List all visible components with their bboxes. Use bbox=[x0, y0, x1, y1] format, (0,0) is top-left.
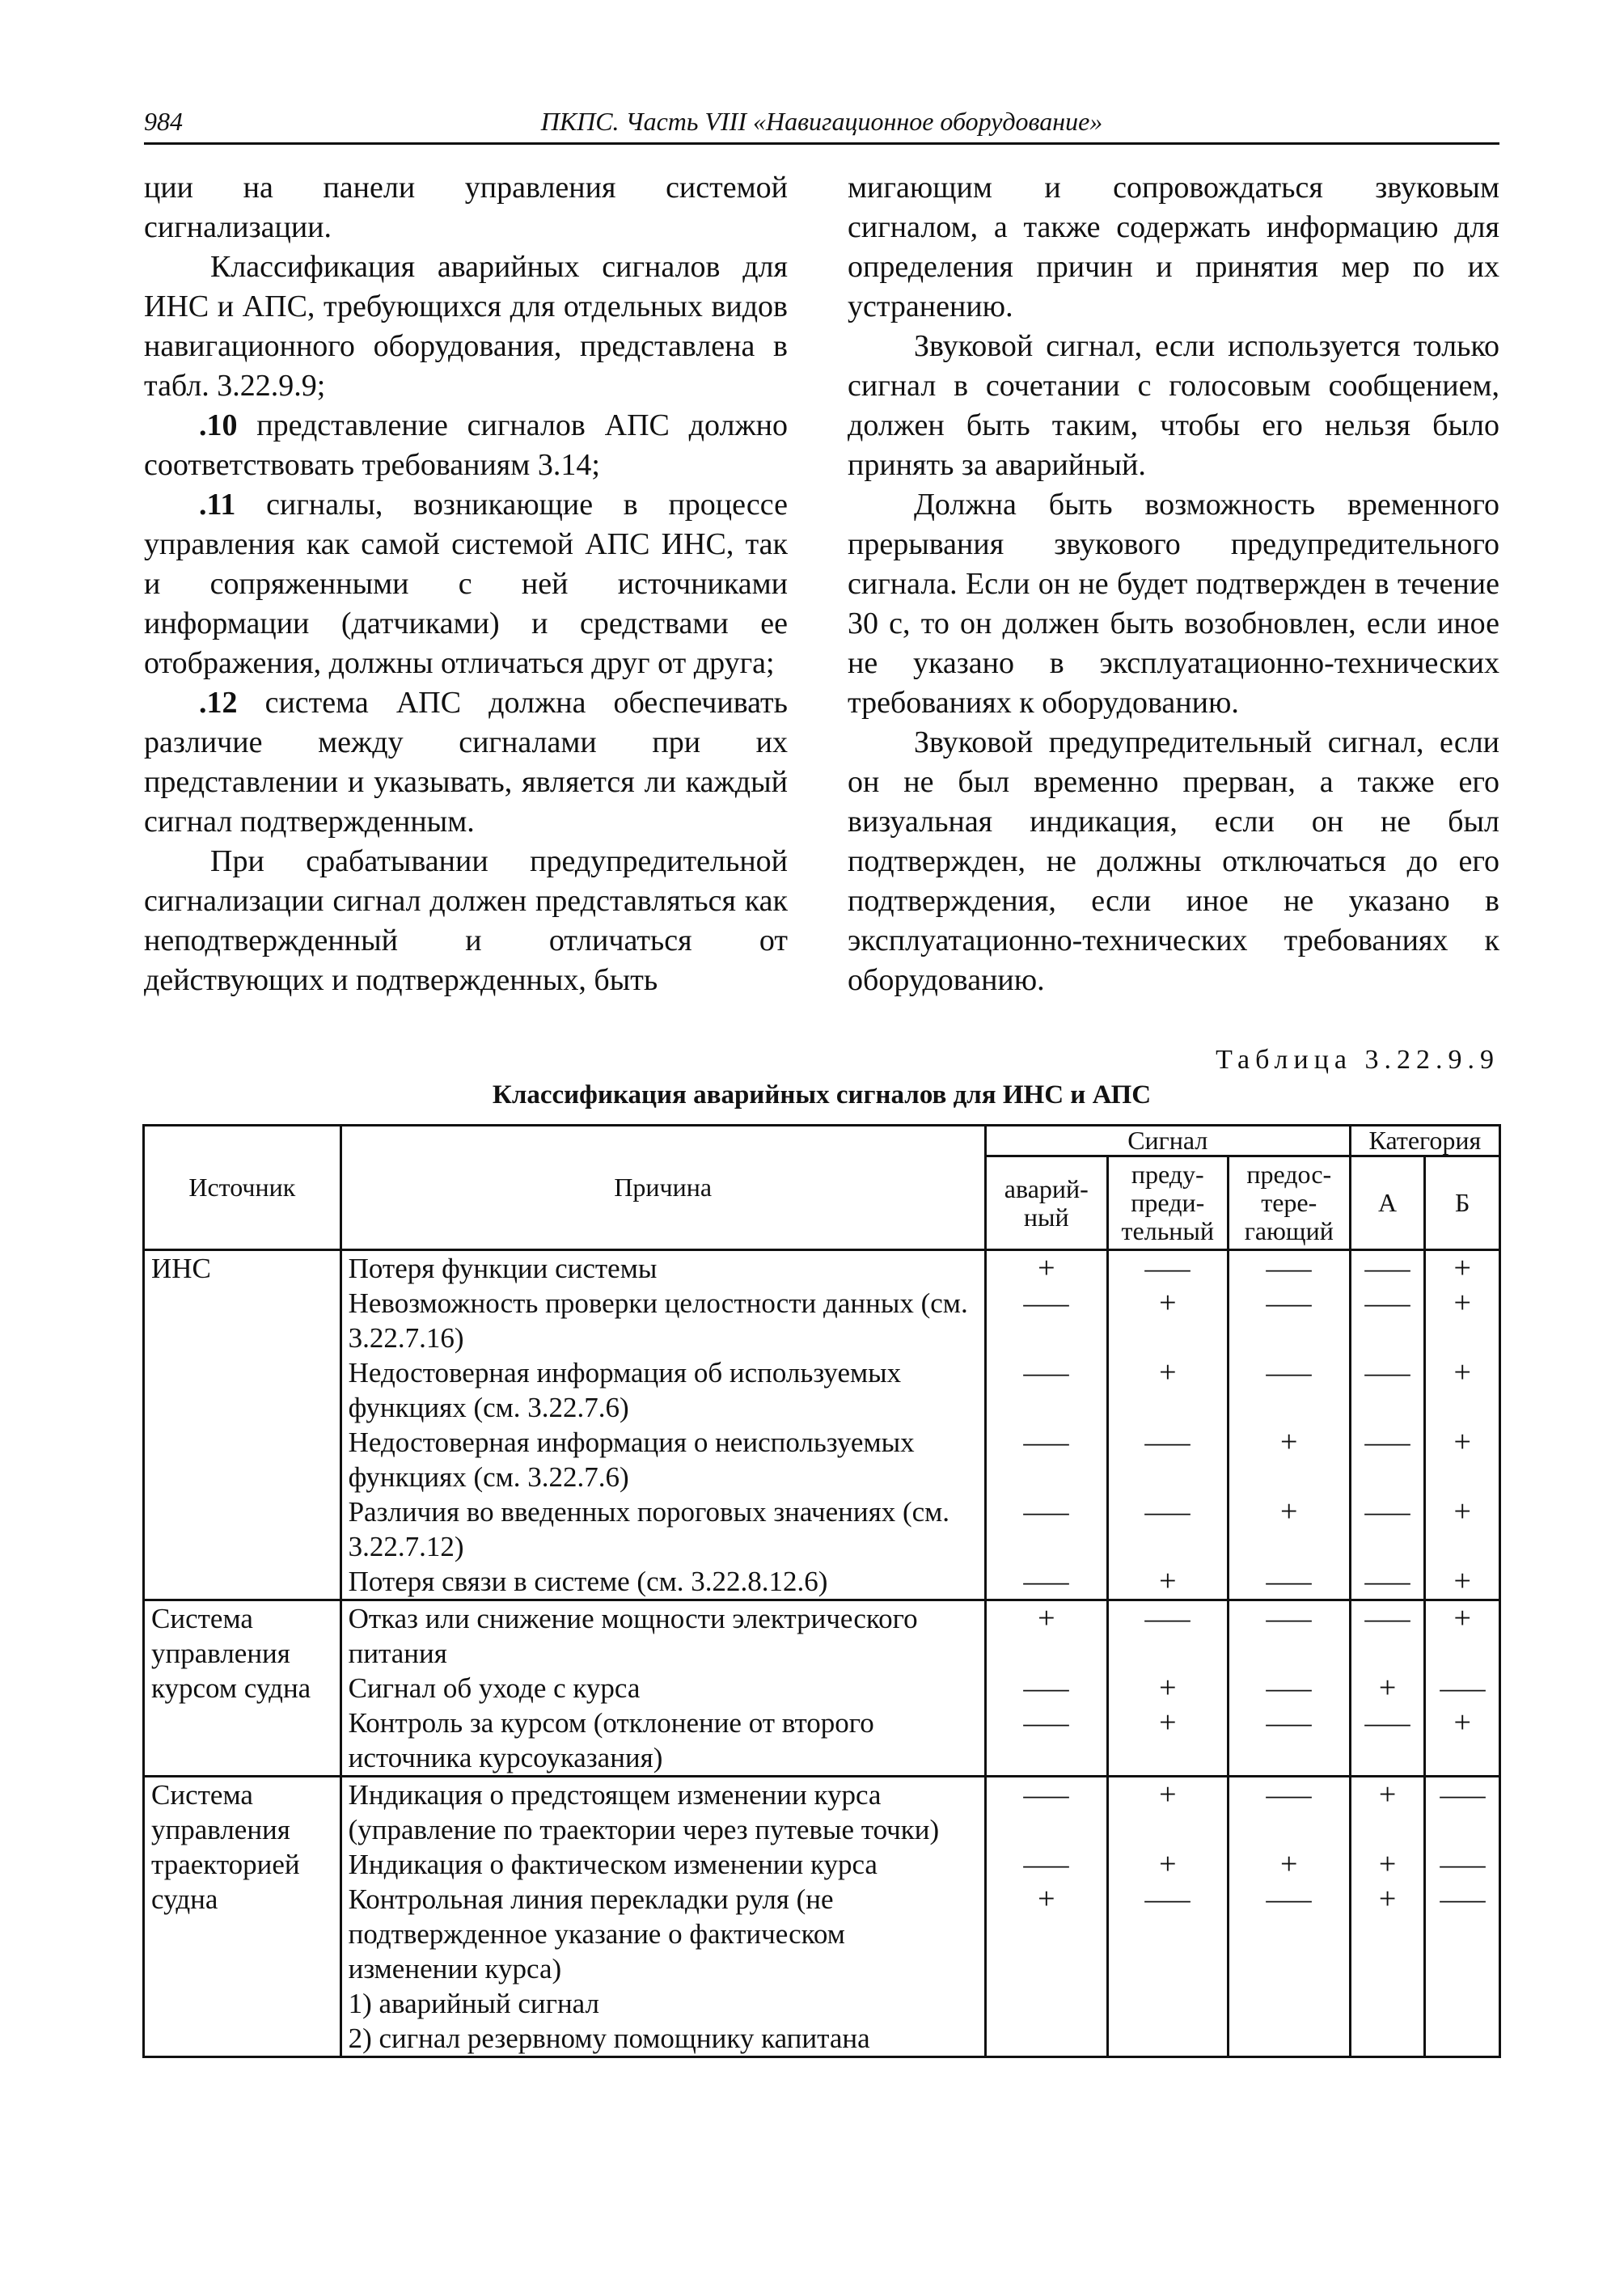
dash-mark: — bbox=[1023, 1707, 1069, 1739]
cell-warning bbox=[1107, 1847, 1228, 1882]
plus-mark: + bbox=[1378, 1671, 1397, 1705]
plus-mark: + bbox=[1280, 1494, 1298, 1528]
cell-caution bbox=[1228, 1600, 1350, 1672]
cell-b bbox=[1425, 1564, 1500, 1600]
dash-mark: — bbox=[1266, 1253, 1312, 1284]
cell-b bbox=[1425, 1882, 1500, 1986]
cell-b bbox=[1425, 1286, 1500, 1355]
cell-caution bbox=[1228, 1671, 1350, 1706]
cell-warning bbox=[1107, 1986, 1228, 2021]
cell-alarm bbox=[985, 1882, 1107, 1986]
dash-mark: — bbox=[1364, 1253, 1410, 1284]
cell-alarm bbox=[985, 1600, 1107, 1672]
plus-mark: + bbox=[1453, 1601, 1471, 1635]
paragraph: Звуковой предупредительный сигнал, если он не был временно прерван, а также его визуальная индикация, если он не был подтвержден, не должны отключаться до его подтверждения, если иное не указано в эксплуатационно-технических требованиях к оборудованию. bbox=[848, 725, 1499, 997]
table-row bbox=[144, 1494, 1500, 1564]
header-alarm: аварий- ный bbox=[985, 1156, 1107, 1250]
cell-caution bbox=[1228, 2021, 1350, 2057]
plus-mark: + bbox=[1453, 1494, 1471, 1528]
plus-mark: + bbox=[1280, 1425, 1298, 1459]
plus-mark: + bbox=[1453, 1251, 1471, 1285]
table-row bbox=[144, 1286, 1500, 1355]
table-row bbox=[144, 1425, 1500, 1494]
paragraph: ции на панели управления системой сигнализации. bbox=[144, 171, 788, 244]
cell-b bbox=[1425, 1706, 1500, 1777]
plus-mark: + bbox=[1159, 1847, 1177, 1881]
dash-mark: — bbox=[1364, 1707, 1410, 1739]
plus-mark: + bbox=[1159, 1564, 1177, 1598]
header-caution: предос- тере- гающий bbox=[1228, 1156, 1350, 1250]
cell-caution bbox=[1228, 1425, 1350, 1494]
right-column bbox=[848, 168, 1499, 1000]
clause-10 bbox=[144, 406, 788, 485]
dash-mark: — bbox=[1364, 1357, 1410, 1389]
clause-text: сигналы, возникающие в процессе управления как самой системой АПС ИНС, так и сопряженными с ней источниками информации (датчиками) и средствами ее отображения, должны отличаться друг от друга; bbox=[144, 488, 788, 680]
cell-b bbox=[1425, 1986, 1500, 2021]
cell-caution bbox=[1228, 1250, 1350, 1287]
cell-b bbox=[1425, 1425, 1500, 1494]
plus-mark: + bbox=[1453, 1706, 1471, 1739]
table-body bbox=[144, 1250, 1500, 2057]
cell-a bbox=[1350, 2021, 1425, 2057]
clause-number: .11 bbox=[199, 488, 236, 522]
cell-b bbox=[1425, 1671, 1500, 1706]
dash-mark: — bbox=[1023, 1672, 1069, 1704]
cell-alarm bbox=[985, 1250, 1107, 1287]
cell-warning bbox=[1107, 1600, 1228, 1672]
cell-warning bbox=[1107, 2021, 1228, 2057]
cell-reason: Различия во введенных пороговых значениях (см. 3.22.7.12) bbox=[340, 1494, 985, 1564]
cell-reason: Контрольная линия перекладки руля (не подтвержденное указание о фактическом изменении курса) bbox=[340, 1882, 985, 1986]
cell-alarm bbox=[985, 1494, 1107, 1564]
paragraph: Звуковой сигнал, если используется только сигнал в сочетании с голосовым сообщением, должен быть таким, чтобы его нельзя было принять за аварийный. bbox=[848, 329, 1499, 482]
clause-text: представление сигналов АПС должно соответствовать требованиям 3.14; bbox=[144, 408, 788, 482]
dash-mark: — bbox=[1364, 1566, 1410, 1597]
paragraph: При срабатывании предупредительной сигнализации сигнал должен представляться как неподтвержденный и отличаться от действующих и подтвержденных, быть bbox=[144, 844, 788, 997]
cell-warning bbox=[1107, 1777, 1228, 1848]
cell-caution bbox=[1228, 1882, 1350, 1986]
cell-alarm bbox=[985, 1986, 1107, 2021]
table-row bbox=[144, 1600, 1500, 1672]
dash-mark: — bbox=[1144, 1427, 1191, 1458]
cell-warning bbox=[1107, 1564, 1228, 1600]
table-row bbox=[144, 1986, 1500, 2021]
plus-mark: + bbox=[1453, 1564, 1471, 1598]
cell-reason: Сигнал об уходе с курса bbox=[340, 1671, 985, 1706]
plus-mark: + bbox=[1159, 1286, 1177, 1320]
cell-warning bbox=[1107, 1250, 1228, 1287]
cell-reason: Недостоверная информация о неиспользуемых функциях (см. 3.22.7.6) bbox=[340, 1425, 985, 1494]
cell-warning bbox=[1107, 1706, 1228, 1777]
dash-mark: — bbox=[1364, 1427, 1410, 1458]
plus-mark: + bbox=[1453, 1286, 1471, 1320]
cell-warning bbox=[1107, 1355, 1228, 1425]
cell-a bbox=[1350, 1706, 1425, 1777]
cell-a bbox=[1350, 1564, 1425, 1600]
table-row bbox=[144, 1250, 1500, 1287]
cell-alarm bbox=[985, 1671, 1107, 1706]
table-row bbox=[144, 1564, 1500, 1600]
plus-mark: + bbox=[1378, 1777, 1397, 1811]
plus-mark: + bbox=[1159, 1777, 1177, 1811]
classification-table bbox=[142, 1124, 1501, 2058]
plus-mark: + bbox=[1453, 1355, 1471, 1389]
clause-number: .12 bbox=[199, 686, 238, 720]
cell-reason: 2) сигнал резервному помощнику капитана bbox=[340, 2021, 985, 2057]
header-cat-a: А bbox=[1350, 1156, 1425, 1250]
table-row bbox=[144, 1671, 1500, 1706]
table-row bbox=[144, 1847, 1500, 1882]
cell-warning bbox=[1107, 1882, 1228, 1986]
header-reason: Причина bbox=[340, 1126, 985, 1250]
cell-alarm bbox=[985, 1564, 1107, 1600]
plus-mark: + bbox=[1378, 1847, 1397, 1881]
cell-a bbox=[1350, 1425, 1425, 1494]
cell-alarm bbox=[985, 1847, 1107, 1882]
cell-a bbox=[1350, 1986, 1425, 2021]
cell-a bbox=[1350, 1355, 1425, 1425]
cell-a bbox=[1350, 1600, 1425, 1672]
cell-reason: Отказ или снижение мощности электрического питания bbox=[340, 1600, 985, 1672]
paragraph: Должна быть возможность временного прерывания звукового предупредительного сигнала. Если он не будет подтвержден в течение 30 с, то он должен быть возобновлен, если иное не указано в эксплуатационно-технических требованиях к оборудованию. bbox=[848, 488, 1499, 720]
cell-b bbox=[1425, 1777, 1500, 1848]
page-number: 984 bbox=[144, 107, 183, 136]
cell-alarm bbox=[985, 1706, 1107, 1777]
cell-warning bbox=[1107, 1494, 1228, 1564]
clause-12 bbox=[144, 683, 788, 842]
dash-mark: — bbox=[1023, 1357, 1069, 1389]
header-warning: преду- преди- тельный bbox=[1107, 1156, 1228, 1250]
clause-text: система АПС должна обеспечивать различие между сигналами при их представлении и указывать, является ли каждый сигнал подтвержденным. bbox=[144, 686, 788, 839]
table-row bbox=[144, 2021, 1500, 2057]
cell-caution bbox=[1228, 1706, 1350, 1777]
dash-mark: — bbox=[1440, 1849, 1486, 1880]
clause-number: .10 bbox=[199, 408, 238, 442]
cell-caution bbox=[1228, 1494, 1350, 1564]
dash-mark: — bbox=[1144, 1883, 1191, 1915]
dash-mark: — bbox=[1266, 1357, 1312, 1389]
plus-mark: + bbox=[1159, 1355, 1177, 1389]
cell-reason: 1) аварийный сигнал bbox=[340, 1986, 985, 2021]
dash-mark: — bbox=[1023, 1566, 1069, 1597]
cell-caution bbox=[1228, 1847, 1350, 1882]
cell-b bbox=[1425, 2021, 1500, 2057]
dash-mark: — bbox=[1266, 1287, 1312, 1319]
cell-a bbox=[1350, 1250, 1425, 1287]
dash-mark: — bbox=[1266, 1566, 1312, 1597]
cell-reason: Потеря связи в системе (см. 3.22.8.12.6) bbox=[340, 1564, 985, 1600]
cell-caution bbox=[1228, 1986, 1350, 2021]
dash-mark: — bbox=[1364, 1287, 1410, 1319]
dash-mark: — bbox=[1266, 1883, 1312, 1915]
cell-b bbox=[1425, 1250, 1500, 1287]
cell-a bbox=[1350, 1847, 1425, 1882]
running-title: ПКПС. Часть VIII «Навигационное оборудование» bbox=[540, 107, 1103, 136]
cell-alarm bbox=[985, 1355, 1107, 1425]
header-cat-b: Б bbox=[1425, 1156, 1500, 1250]
dash-mark: — bbox=[1023, 1427, 1069, 1458]
cell-source: Система управления траекторией судна bbox=[144, 1777, 341, 2057]
plus-mark: + bbox=[1453, 1425, 1471, 1459]
cell-caution bbox=[1228, 1777, 1350, 1848]
cell-source: ИНС bbox=[144, 1250, 341, 1600]
cell-warning bbox=[1107, 1286, 1228, 1355]
cell-warning bbox=[1107, 1425, 1228, 1494]
table-row bbox=[144, 1777, 1500, 1848]
cell-reason: Недостоверная информация об используемых функциях (см. 3.22.7.6) bbox=[340, 1355, 985, 1425]
cell-b bbox=[1425, 1494, 1500, 1564]
cell-a bbox=[1350, 1777, 1425, 1848]
dash-mark: — bbox=[1023, 1287, 1069, 1319]
cell-reason: Индикация о фактическом изменении курса bbox=[340, 1847, 985, 1882]
dash-mark: — bbox=[1266, 1707, 1312, 1739]
cell-reason: Контроль за курсом (отклонение от второго источника курсоуказания) bbox=[340, 1706, 985, 1777]
cell-a bbox=[1350, 1286, 1425, 1355]
dash-mark: — bbox=[1266, 1672, 1312, 1704]
dash-mark: — bbox=[1440, 1883, 1486, 1915]
dash-mark: — bbox=[1266, 1603, 1312, 1634]
plus-mark: + bbox=[1038, 1251, 1055, 1285]
dash-mark: — bbox=[1144, 1253, 1191, 1284]
cell-reason: Индикация о предстоящем изменении курса (управление по траектории через путевые точки) bbox=[340, 1777, 985, 1848]
cell-caution bbox=[1228, 1564, 1350, 1600]
table-title: Классификация аварийных сигналов для ИНС и АПС bbox=[492, 1080, 1152, 1110]
clause-11 bbox=[144, 485, 788, 683]
table-row bbox=[144, 1355, 1500, 1425]
cell-a bbox=[1350, 1494, 1425, 1564]
cell-alarm bbox=[985, 1425, 1107, 1494]
cell-reason: Потеря функции системы bbox=[340, 1250, 985, 1287]
cell-a bbox=[1350, 1882, 1425, 1986]
cell-b bbox=[1425, 1847, 1500, 1882]
cell-alarm bbox=[985, 1777, 1107, 1848]
dash-mark: — bbox=[1144, 1603, 1191, 1634]
cell-reason: Невозможность проверки целостности данных (см. 3.22.7.16) bbox=[340, 1286, 985, 1355]
cell-warning bbox=[1107, 1671, 1228, 1706]
dash-mark: — bbox=[1266, 1779, 1312, 1811]
table-row bbox=[144, 1882, 1500, 1986]
cell-source: Система управления курсом судна bbox=[144, 1600, 341, 1777]
dash-mark: — bbox=[1440, 1779, 1486, 1811]
paragraph: мигающим и сопровождаться звуковым сигналом, а также содержать информацию для определения причин и принятия мер по их устранению. bbox=[848, 171, 1499, 323]
left-column bbox=[144, 168, 788, 1000]
header-source: Источник bbox=[144, 1126, 341, 1250]
paragraph: Классификация аварийных сигналов для ИНС и АПС, требующихся для отдельных видов навигационного оборудования, представлена в табл. 3.22.9.9; bbox=[144, 250, 788, 403]
cell-alarm bbox=[985, 2021, 1107, 2057]
dash-mark: — bbox=[1364, 1603, 1410, 1634]
plus-mark: + bbox=[1038, 1601, 1055, 1635]
running-header bbox=[144, 107, 1499, 145]
header-signal: Сигнал bbox=[985, 1126, 1350, 1156]
dash-mark: — bbox=[1440, 1672, 1486, 1704]
table-number: Таблица 3.22.9.9 bbox=[1216, 1045, 1499, 1075]
plus-mark: + bbox=[1159, 1706, 1177, 1739]
dash-mark: — bbox=[1023, 1496, 1069, 1528]
cell-caution bbox=[1228, 1286, 1350, 1355]
table-row bbox=[144, 1706, 1500, 1777]
dash-mark: — bbox=[1144, 1496, 1191, 1528]
plus-mark: + bbox=[1038, 1882, 1055, 1916]
cell-a bbox=[1350, 1671, 1425, 1706]
header-category: Категория bbox=[1350, 1126, 1499, 1156]
dash-mark: — bbox=[1023, 1849, 1069, 1880]
cell-alarm bbox=[985, 1286, 1107, 1355]
plus-mark: + bbox=[1280, 1847, 1298, 1881]
dash-mark: — bbox=[1023, 1779, 1069, 1811]
cell-b bbox=[1425, 1355, 1500, 1425]
cell-b bbox=[1425, 1600, 1500, 1672]
dash-mark: — bbox=[1364, 1496, 1410, 1528]
cell-caution bbox=[1228, 1355, 1350, 1425]
plus-mark: + bbox=[1159, 1671, 1177, 1705]
plus-mark: + bbox=[1378, 1882, 1397, 1916]
